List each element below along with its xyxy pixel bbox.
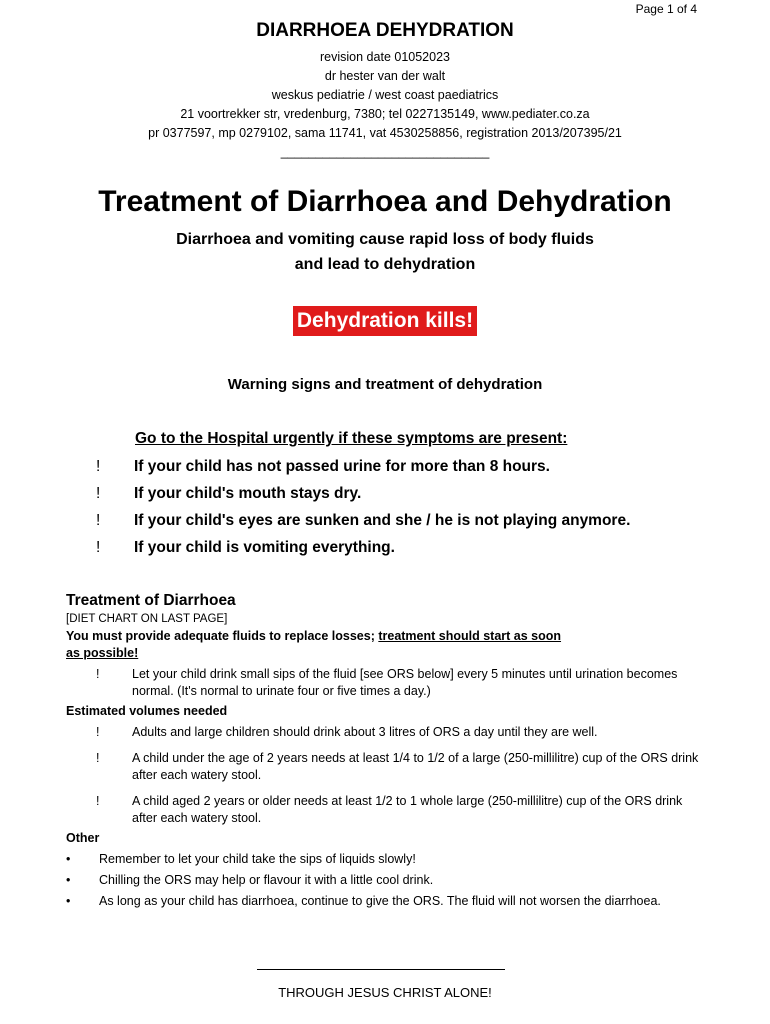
list-item xyxy=(66,851,706,868)
exclamation-icon: ! xyxy=(96,512,101,529)
volume-text: Adults and large children should drink about 3 litres of ORS a day until they are well. xyxy=(132,725,598,739)
must-underlined-1: treatment should start as soon xyxy=(378,629,562,643)
dehydration-alert: Dehydration kills! xyxy=(293,306,477,336)
other-text: As long as your child has diarrhoea, continue to give the ORS. The fluid will not worsen the diarrhoea. xyxy=(99,894,661,908)
subtitle-line-2: and lead to dehydration xyxy=(294,256,476,273)
list-item xyxy=(66,666,706,700)
diet-chart-note: [DIET CHART ON LAST PAGE] xyxy=(66,613,228,625)
symptom-item xyxy=(96,482,630,509)
list-item xyxy=(66,793,706,827)
main-title: Treatment of Diarrhoea and Dehydration xyxy=(98,185,672,218)
alert-wrapper xyxy=(0,306,770,336)
revision-date: revision date 01052023 xyxy=(320,50,450,64)
exclamation-icon: ! xyxy=(96,485,101,502)
symptom-text: If your child is vomiting everything. xyxy=(134,539,395,556)
footer-text: THROUGH JESUS CHRIST ALONE! xyxy=(278,985,492,1000)
hospital-heading: Go to the Hospital urgently if these symptoms are present: xyxy=(135,430,568,447)
header-meta xyxy=(0,48,770,162)
page-number: Page 1 of 4 xyxy=(635,2,697,16)
symptom-item xyxy=(96,536,630,563)
volumes-heading: Estimated volumes needed xyxy=(66,704,228,718)
practice-name: weskus pediatrie / west coast paediatrics xyxy=(271,88,499,102)
other-text: Chilling the ORS may help or flavour it with a little cool drink. xyxy=(99,873,434,887)
symptom-item xyxy=(96,455,630,482)
other-heading: Other xyxy=(66,831,100,845)
footer-divider xyxy=(257,969,505,970)
exclamation-icon: ! xyxy=(96,539,101,556)
must-underlined-2: as possible! xyxy=(66,646,139,660)
symptom-list xyxy=(96,455,630,563)
first-instruction: Let your child drink small sips of the fluid [see ORS below] every 5 minutes until urination becomes normal. (It's normal to urinate four or five times a day.) xyxy=(132,667,678,698)
symptom-text: If your child has not passed urine for more than 8 hours. xyxy=(134,458,550,475)
exclamation-icon: ! xyxy=(96,458,101,475)
list-item xyxy=(66,724,706,741)
subtitle-line-1: Diarrhoea and vomiting cause rapid loss of body fluids xyxy=(176,231,594,248)
list-item xyxy=(66,750,706,784)
subtitle xyxy=(0,227,770,277)
exclamation-icon: ! xyxy=(96,794,100,808)
exclamation-icon: ! xyxy=(96,725,100,739)
symptom-item xyxy=(96,509,630,536)
symptom-text: If your child's mouth stays dry. xyxy=(134,485,362,502)
treatment-section xyxy=(66,591,706,910)
must-text: You must provide adequate fluids to replace losses; xyxy=(66,629,379,643)
treatment-heading: Treatment of Diarrhoea xyxy=(66,592,236,609)
warning-heading: Warning signs and treatment of dehydration xyxy=(227,376,543,393)
bullet-icon: • xyxy=(66,852,71,866)
volume-text: A child under the age of 2 years needs at least 1/4 to 1/2 of a large (250-millilitre) cup of the ORS drink after each watery stool. xyxy=(132,751,699,782)
address-line: 21 voortrekker str, vredenburg, 7380; tel 0227135149, www.pediater.co.za xyxy=(180,107,590,121)
header-rule: ______________________________ xyxy=(280,145,490,159)
other-text: Remember to let your child take the sips of liquids slowly! xyxy=(99,852,416,866)
exclamation-icon: ! xyxy=(96,667,100,681)
bullet-icon: • xyxy=(66,873,71,887)
exclamation-icon: ! xyxy=(96,751,100,765)
volume-text: A child aged 2 years or older needs at least 1/2 to 1 whole large (250-millilitre) cup of the ORS drink after each watery stool. xyxy=(132,794,683,825)
bullet-icon: • xyxy=(66,894,71,908)
must-provide-text xyxy=(66,628,706,662)
list-item xyxy=(66,872,706,889)
list-item xyxy=(66,893,706,910)
registration-line: pr 0377597, mp 0279102, sama 11741, vat 4530258856, registration 2013/207395/21 xyxy=(148,126,622,140)
symptom-text: If your child's eyes are sunken and she / he is not playing anymore. xyxy=(134,512,631,529)
doctor-name: dr hester van der walt xyxy=(324,69,446,83)
document-title: DIARRHOEA DEHYDRATION xyxy=(256,20,514,41)
